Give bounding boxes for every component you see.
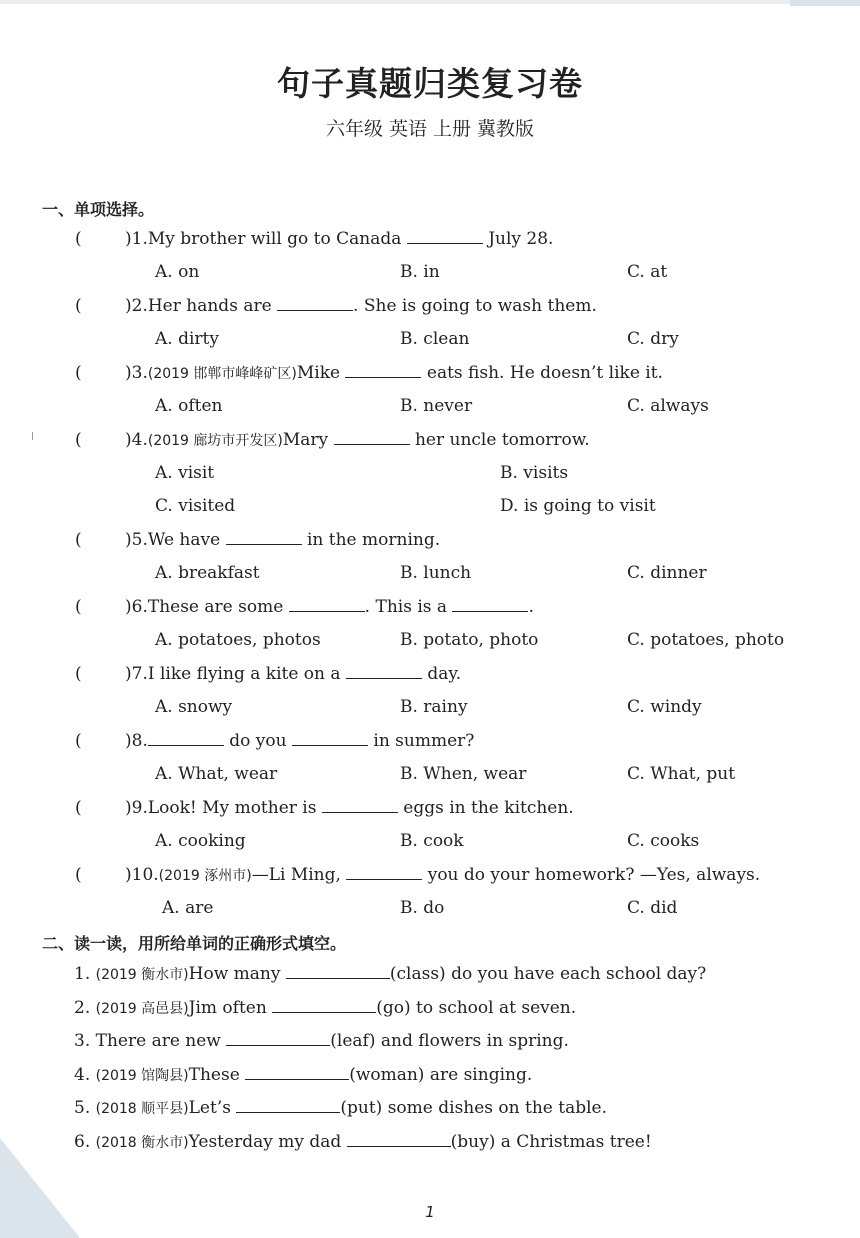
answer-paren-open: ( <box>75 296 82 316</box>
question-part: We have <box>147 530 226 550</box>
fill-source: (2018 顺平县) <box>95 1101 189 1117</box>
option-b[interactable]: B. clean <box>400 329 470 349</box>
question-part: her uncle tomorrow. <box>409 430 590 450</box>
fill-after: a Christmas tree! <box>495 1132 652 1152</box>
question-part: My brother will go to Canada <box>147 229 407 249</box>
fill-hint: (buy) <box>450 1132 496 1152</box>
fill-before: How many <box>188 964 286 984</box>
option-b[interactable]: B. lunch <box>400 563 472 583</box>
fill-source: (2018 衡水市) <box>95 1135 189 1151</box>
fill-after: some dishes on the table. <box>382 1098 608 1118</box>
bottom-left-corner-decoration <box>0 1138 80 1238</box>
answer-paren-open: ( <box>75 865 82 885</box>
top-edge-decoration <box>0 0 860 4</box>
question-part: I like flying a kite on a <box>147 664 346 684</box>
answer-blank[interactable] <box>407 229 483 244</box>
option-a[interactable]: A. breakfast <box>155 563 260 583</box>
option-a[interactable]: A. visit <box>155 463 215 483</box>
answer-paren-open: ( <box>75 597 82 617</box>
answer-blank[interactable] <box>292 731 368 746</box>
question-source: (2019 邯郸市峰峰矿区) <box>147 366 297 382</box>
option-c[interactable]: C. dinner <box>627 563 707 583</box>
question-part: eggs in the kitchen. <box>397 798 574 818</box>
fill-hint: (woman) <box>349 1065 425 1085</box>
option-c[interactable]: C. at <box>627 262 668 282</box>
option-b[interactable]: B. in <box>400 262 440 282</box>
question-number: )8. <box>125 731 148 751</box>
question-text <box>125 530 440 550</box>
option-a[interactable]: A. on <box>155 262 200 282</box>
question-number: )7. <box>125 664 148 684</box>
fill-item <box>74 1031 569 1051</box>
question-part: you do your homework? —Yes, always. <box>422 865 761 885</box>
fill-after: and flowers in spring. <box>375 1031 569 1051</box>
option-b[interactable]: B. rainy <box>400 697 468 717</box>
question-text <box>125 731 474 751</box>
question-part: Mary <box>282 430 334 450</box>
question-text <box>125 798 574 818</box>
fill-hint: (class) <box>389 964 446 984</box>
option-a[interactable]: A. potatoes, photos <box>155 630 321 650</box>
fill-blank[interactable] <box>286 964 390 979</box>
question-part: day. <box>421 664 462 684</box>
page-number: 1 <box>425 1203 435 1221</box>
question-part: Mike <box>296 363 346 383</box>
margin-mark <box>32 432 33 440</box>
fill-hint: (put) <box>340 1098 383 1118</box>
fill-after: are singing. <box>424 1065 533 1085</box>
fill-after: to school at seven. <box>410 998 577 1018</box>
question-number: )10. <box>125 865 159 885</box>
answer-paren-open: ( <box>75 430 82 450</box>
fill-blank[interactable] <box>236 1098 340 1113</box>
fill-after: do you have each school day? <box>445 964 707 984</box>
answer-blank[interactable] <box>334 430 410 445</box>
fill-before: Yesterday my dad <box>188 1132 347 1152</box>
question-number: )3. <box>125 363 148 383</box>
option-a[interactable]: A. are <box>162 898 214 918</box>
answer-blank[interactable] <box>345 363 421 378</box>
question-number: )4. <box>125 430 148 450</box>
fill-blank[interactable] <box>272 998 376 1013</box>
option-b[interactable]: B. When, wear <box>400 764 527 784</box>
option-c[interactable]: C. cooks <box>627 831 700 851</box>
option-d[interactable]: D. is going to visit <box>500 496 656 516</box>
question-text <box>125 865 760 885</box>
fill-before: There are new <box>95 1031 227 1051</box>
fill-item <box>74 998 576 1018</box>
question-part: . This is a <box>364 597 453 617</box>
option-c[interactable]: C. always <box>627 396 709 416</box>
option-a[interactable]: A. dirty <box>155 329 219 349</box>
section2-heading: 二、读一读，用所给单词的正确形式填空。 <box>42 934 347 953</box>
option-c[interactable]: C. visited <box>155 496 236 516</box>
fill-number: 6. <box>74 1132 96 1152</box>
answer-paren-open: ( <box>75 530 82 550</box>
question-text <box>125 363 663 383</box>
answer-paren-open: ( <box>75 664 82 684</box>
question-number: )9. <box>125 798 148 818</box>
question-number: )1. <box>125 229 148 249</box>
question-part: These are some <box>147 597 289 617</box>
fill-blank[interactable] <box>245 1065 349 1080</box>
answer-blank[interactable] <box>226 530 302 545</box>
question-number: )6. <box>125 597 148 617</box>
question-part: Look! My mother is <box>147 798 322 818</box>
question-part: —Li Ming, <box>251 865 347 885</box>
option-b[interactable]: B. cook <box>400 831 464 851</box>
fill-blank[interactable] <box>226 1031 330 1046</box>
fill-number: 5. <box>74 1098 96 1118</box>
option-c[interactable]: C. windy <box>627 697 702 717</box>
option-a[interactable]: A. cooking <box>155 831 246 851</box>
answer-paren-open: ( <box>75 798 82 818</box>
answer-paren-open: ( <box>75 229 82 249</box>
fill-source: (2019 馆陶县) <box>95 1068 189 1084</box>
fill-source: (2019 高邑县) <box>95 1001 189 1017</box>
question-text <box>125 597 534 617</box>
question-part: . She is going to wash them. <box>353 296 597 316</box>
option-c[interactable]: C. What, put <box>627 764 736 784</box>
question-text <box>125 229 553 249</box>
fill-blank[interactable] <box>347 1132 451 1147</box>
question-text <box>125 664 461 684</box>
answer-paren-open: ( <box>75 363 82 383</box>
fill-number: 4. <box>74 1065 96 1085</box>
option-c[interactable]: C. did <box>627 898 678 918</box>
option-a[interactable]: A. What, wear <box>155 764 278 784</box>
option-a[interactable]: A. snowy <box>155 697 233 717</box>
option-b[interactable]: B. never <box>400 396 473 416</box>
question-source: (2019 廊坊市开发区) <box>147 433 283 449</box>
question-number: )5. <box>125 530 148 550</box>
option-b[interactable]: B. potato, photo <box>400 630 539 650</box>
question-part: in summer? <box>367 731 475 751</box>
question-text <box>125 430 590 450</box>
page-title: 句子真题归类复习卷 <box>277 64 583 103</box>
fill-item <box>74 964 706 984</box>
answer-paren-open: ( <box>75 731 82 751</box>
fill-number: 1. <box>74 964 96 984</box>
answer-blank[interactable] <box>346 865 422 880</box>
fill-item <box>74 1132 652 1152</box>
option-b[interactable]: B. do <box>400 898 445 918</box>
question-part: July 28. <box>482 229 554 249</box>
fill-before: Jim often <box>188 998 273 1018</box>
fill-before: Let’s <box>188 1098 237 1118</box>
option-c[interactable]: C. potatoes, photo <box>627 630 785 650</box>
fill-before: These <box>188 1065 246 1085</box>
question-part: in the morning. <box>301 530 441 550</box>
option-a[interactable]: A. often <box>155 396 223 416</box>
fill-source: (2019 衡水市) <box>95 967 189 983</box>
question-text <box>125 296 597 316</box>
answer-blank[interactable] <box>322 798 398 813</box>
question-number: )2. <box>125 296 148 316</box>
question-part: Her hands are <box>147 296 278 316</box>
answer-blank[interactable] <box>148 731 224 746</box>
fill-number: 2. <box>74 998 96 1018</box>
question-source: (2019 涿州市) <box>158 868 252 884</box>
fill-hint: (leaf) <box>330 1031 376 1051</box>
section1-heading: 一、单项选择。 <box>42 200 155 219</box>
page-subtitle: 六年级 英语 上册 冀教版 <box>325 118 535 140</box>
fill-hint: (go) <box>376 998 411 1018</box>
fill-item <box>74 1098 607 1118</box>
question-part: . <box>528 597 534 617</box>
fill-item <box>74 1065 532 1085</box>
option-b[interactable]: B. visits <box>500 463 569 483</box>
question-part: eats fish. He doesn’t like it. <box>421 363 663 383</box>
answer-blank[interactable] <box>346 664 422 679</box>
fill-number: 3. <box>74 1031 96 1051</box>
answer-blank[interactable] <box>277 296 353 311</box>
top-right-corner-decoration <box>790 0 860 6</box>
answer-blank[interactable] <box>452 597 528 612</box>
option-c[interactable]: C. dry <box>627 329 679 349</box>
answer-blank[interactable] <box>289 597 365 612</box>
question-part: do you <box>223 731 292 751</box>
